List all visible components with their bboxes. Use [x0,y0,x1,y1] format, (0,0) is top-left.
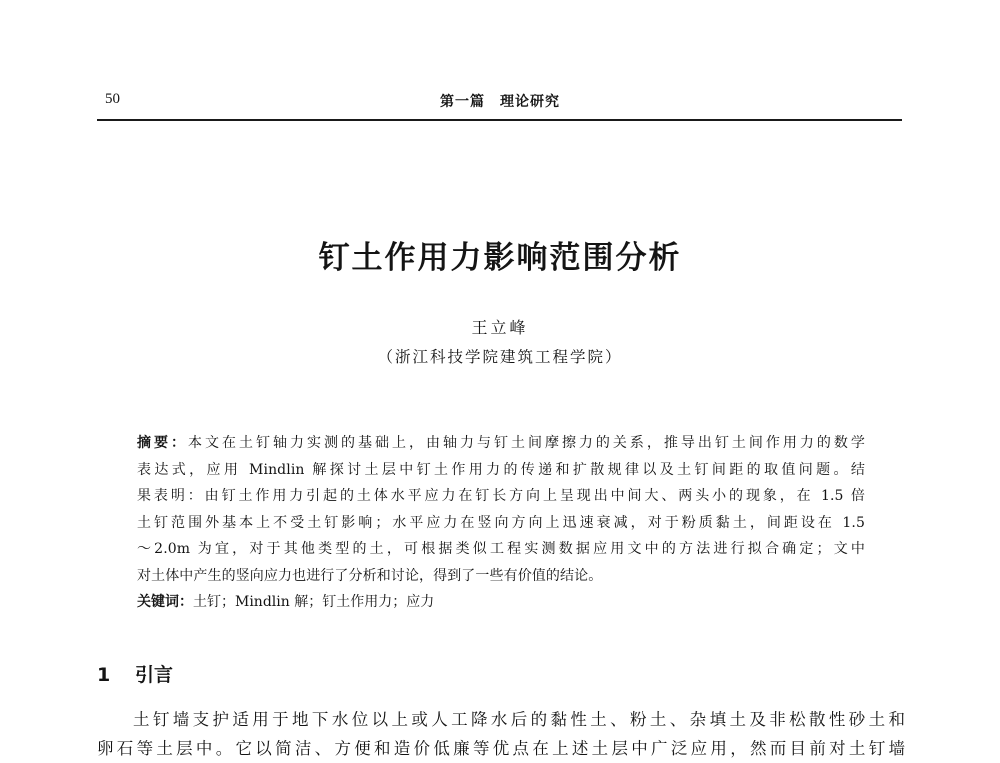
abstract [137,430,865,615]
header-rule [97,119,902,121]
keywords [137,589,865,615]
article-title: 钉土作用力影响范围分析 [318,240,682,276]
page-number: 50 [105,91,120,107]
keywords-text: 土钉；Mindlin 解；钉土作用力；应力 [193,594,435,610]
abstract-label: 摘要： [137,435,188,451]
abstract-text: 本文在土钉轴力实测的基础上，由轴力与钉土间摩擦力的关系，推导出钉土间作用力的数学 [188,435,865,451]
abstract-line: 对土体中产生的竖向应力也进行了分析和讨论，得到了一些有价值的结论。 [137,567,603,584]
keywords-label: 关键词： [137,594,193,610]
abstract-line: ～2.0m 为宜，对于其他类型的土，可根据类似工程实测数据应用文中的方法进行拟合确定；文中 [137,541,865,557]
section-title: 引言 [135,664,174,686]
abstract-line: 果表明：由钉土作用力引起的土体水平应力在钉长方向上呈现出中间大、两头小的现象，在 1.5 倍 [137,488,865,504]
abstract-line: 表达式，应用 Mindlin 解探讨土层中钉土作用力的传递和扩散规律以及土钉间距的取值问题。结 [137,461,865,478]
body-text [97,705,905,763]
abstract-line: 土钉范围外基本上不受土钉影响；水平应力在竖向方向上迅速衰减，对于粉质黏土，间距设在 1.5 [137,514,865,531]
running-header: 第一篇 理论研究 [440,94,560,110]
section-number: 1 [97,664,111,686]
author-affiliation: （浙江科技学院建筑工程学院） [377,348,623,366]
body-line: 土钉墙支护适用于地下水位以上或人工降水后的黏性土、粉土、杂填土及非松散性砂土和 [133,710,905,729]
section-heading [97,660,173,687]
abstract-line [137,430,865,457]
author-name: 王立峰 [471,318,529,337]
body-line: 卵石等土层中。它以简洁、方便和造价低廉等优点在上述土层中广泛应用，然而目前对土钉墙 [97,739,905,758]
